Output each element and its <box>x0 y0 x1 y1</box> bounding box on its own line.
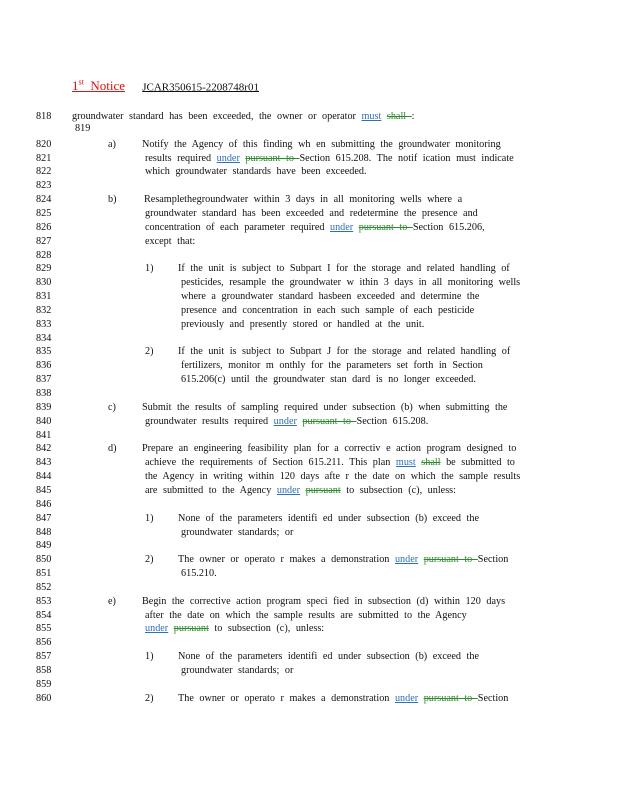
text-run: previously and presently stored or handled at the unit. <box>181 318 425 330</box>
line-number: 823 <box>36 180 52 192</box>
inserted-text: under <box>329 221 354 233</box>
line-text <box>108 596 116 607</box>
line-number: 835 <box>36 346 52 358</box>
line-number: 846 <box>36 498 52 510</box>
notice-label: 1st Notice <box>72 78 125 94</box>
text-run: which groundwater standards have been exceeded. <box>145 166 367 178</box>
line-text <box>178 263 510 274</box>
line-text <box>75 123 90 134</box>
text-run: achieve the requirements of Section 615.211. This plan <box>145 457 396 469</box>
line-text <box>145 513 154 524</box>
text-run: pesticides, resample the groundwater w ithin 3 days in all monitoring wells <box>181 277 521 289</box>
line-text <box>178 693 508 704</box>
line-text <box>181 665 293 676</box>
inserted-text: under <box>394 692 419 704</box>
line-text <box>145 346 154 357</box>
line-text <box>144 194 462 205</box>
line-number: 850 <box>36 554 52 566</box>
line-number: 833 <box>36 318 52 330</box>
line-text <box>181 291 479 302</box>
text-run: If the unit is subject to Subpart I for the storage and related handling of <box>178 263 510 275</box>
line-number: 827 <box>36 235 52 247</box>
line-text <box>145 457 515 468</box>
line-number: 849 <box>36 540 52 552</box>
line-number: 851 <box>36 568 52 580</box>
line-text <box>145 208 478 219</box>
text-run: Section <box>477 554 509 566</box>
text-run: e) <box>108 595 116 607</box>
deleted-text: pursuant <box>173 623 209 635</box>
line-text <box>181 319 424 330</box>
text-run: d) <box>108 443 117 455</box>
text-run: fertilizers, monitor m onthly for the parameters set forth in Section <box>181 360 483 372</box>
text-run: after the date on which the sample results are submitted to the Agency <box>145 609 467 621</box>
line-text <box>145 554 154 565</box>
text-run: None of the parameters identifi ed under subsection (b) exceed the <box>178 651 479 663</box>
text-run: 615.210. <box>181 568 217 580</box>
text-run: Prepare an engineering feasibility plan for a correctiv e action program designed to <box>142 443 517 455</box>
line-number: 847 <box>36 512 52 524</box>
line-text <box>145 471 520 482</box>
text-run: 1) <box>145 651 154 663</box>
line-number: 852 <box>36 581 52 593</box>
text-run: Notify the Agency of this finding wh en submitting the groundwater monitoring <box>142 138 501 150</box>
text-run: 615.206(c) until the groundwater stan dard is no longer exceeded. <box>181 374 476 386</box>
line-number: 856 <box>36 637 52 649</box>
text-run: groundwater standard has been exceeded, the owner or operator <box>72 111 362 122</box>
line-text <box>142 596 505 607</box>
line-number: 829 <box>36 263 52 275</box>
text-run: are submitted to the Agency <box>145 484 277 496</box>
deleted-text: pursuant to <box>245 152 300 164</box>
deleted-text: pursuant to <box>423 692 478 704</box>
deleted-text: pursuant to <box>358 221 413 233</box>
text-run: Begin the corrective action program speci fied in subsection (d) within 120 days <box>142 595 506 607</box>
line-number: 831 <box>36 291 52 303</box>
text-run: Section 615.206, <box>412 221 485 233</box>
line-text <box>145 485 456 496</box>
line-number: 839 <box>36 401 52 413</box>
inserted-text: under <box>216 152 240 164</box>
line-number: 859 <box>36 678 52 690</box>
line-number: 848 <box>36 526 52 538</box>
inserted-text: under <box>394 554 419 566</box>
line-number: 841 <box>36 429 52 441</box>
line-number: 845 <box>36 484 52 496</box>
text-run: If the unit is subject to Subpart J for the storage and related handling of <box>178 346 511 358</box>
text-run: 2) <box>145 692 154 704</box>
line-text <box>108 194 117 205</box>
line-number: 853 <box>36 595 52 607</box>
text-run: concentration of each parameter required <box>145 221 330 233</box>
line-number: 824 <box>36 194 52 206</box>
inserted-text: under <box>145 623 169 635</box>
line-number: 857 <box>36 651 52 663</box>
text-run: The owner or operato r makes a demonstration <box>178 692 395 704</box>
line-text <box>108 139 116 150</box>
line-number: 840 <box>36 415 52 427</box>
text-run: be submitted to <box>440 457 515 469</box>
deleted-text: pursuant to <box>302 415 357 427</box>
inserted-text: under <box>276 484 301 496</box>
text-run: None of the parameters identifi ed under subsection (b) exceed the <box>178 512 479 524</box>
line-text <box>145 153 514 164</box>
line-number: 830 <box>36 277 52 289</box>
line-number: 837 <box>36 374 52 386</box>
line-text <box>181 374 476 385</box>
inserted-text: under <box>273 415 297 427</box>
line-number: 843 <box>36 457 52 469</box>
line-text <box>145 236 195 247</box>
line-text <box>142 402 507 413</box>
line-number: 842 <box>36 443 52 455</box>
line-text <box>181 568 217 579</box>
line-text <box>181 305 474 316</box>
inserted-text: must <box>361 111 382 122</box>
deleted-text: pursuant to <box>423 554 478 566</box>
line-text <box>145 623 324 634</box>
line-text <box>178 346 510 357</box>
line-number: 834 <box>36 332 52 344</box>
line-number: 844 <box>36 471 52 483</box>
text-run: 819 <box>75 122 91 134</box>
text-run: Resamplethegroundwater within 3 days in all monitoring wells where a <box>144 194 463 206</box>
line-number: 820 <box>36 138 52 150</box>
text-run: The owner or operato r makes a demonstration <box>178 554 395 566</box>
line-text <box>145 166 367 177</box>
inserted-text: must <box>395 457 416 469</box>
text-run: except that: <box>145 235 196 247</box>
line-text <box>181 277 520 288</box>
text-run: c) <box>108 401 116 413</box>
line-number: 822 <box>36 166 52 178</box>
line-text <box>145 651 154 662</box>
text-run: to subsection (c), unless: <box>340 484 456 496</box>
line-text <box>72 111 415 122</box>
deleted-text: shall <box>421 457 441 469</box>
text-run: groundwater standards; or <box>181 665 294 676</box>
text-run: 2) <box>145 346 154 358</box>
text-run: 1) <box>145 263 154 275</box>
line-number: 836 <box>36 360 52 372</box>
line-number: 858 <box>36 665 52 676</box>
deleted-text: shall <box>386 111 412 122</box>
text-run: Submit the results of sampling required under subsection (b) when submitting the <box>142 401 508 413</box>
line-text <box>145 263 154 274</box>
line-text <box>178 554 508 565</box>
text-run: where a groundwater standard hasbeen exceeded and determine the <box>181 291 480 303</box>
line-number: 860 <box>36 692 52 704</box>
line-number: 828 <box>36 249 52 261</box>
text-run: groundwater standard has been exceeded and redetermine the presence and <box>145 207 478 219</box>
text-run: the Agency in writing within 120 days afte r the date on which the sample results <box>145 471 521 483</box>
deleted-text: pursuant <box>305 484 341 496</box>
text-run: Section 615.208. <box>356 415 429 427</box>
line-number: 832 <box>36 304 52 316</box>
line-text <box>178 513 479 524</box>
line-number: 826 <box>36 221 52 233</box>
text-run: 2) <box>145 554 154 566</box>
line-number: 854 <box>36 609 52 621</box>
line-text <box>108 402 116 413</box>
text-run: groundwater standards; or <box>181 526 294 538</box>
text-run: results required <box>145 152 217 164</box>
document-id: JCAR350615-2208748r01 <box>142 81 259 94</box>
text-run: a) <box>108 138 116 150</box>
text-run: 1) <box>145 512 154 524</box>
line-number: 838 <box>36 388 52 399</box>
line-number: 855 <box>36 623 52 635</box>
text-run: b) <box>108 194 117 206</box>
line-text <box>145 693 154 704</box>
line-number: 818 <box>36 111 52 122</box>
text-run: : <box>411 111 415 122</box>
text-run: Section 615.208. The notif ication must indicate <box>299 152 514 164</box>
line-text <box>108 443 117 454</box>
text-run: groundwater results required <box>145 415 274 427</box>
line-text <box>145 610 467 621</box>
line-text <box>178 651 479 662</box>
text-run: to subsection (c), unless: <box>208 623 325 635</box>
line-number: 825 <box>36 207 52 219</box>
line-text <box>142 139 501 150</box>
line-text <box>181 527 293 538</box>
line-text <box>142 443 516 454</box>
line-text <box>181 360 483 371</box>
text-run: presence and concentration in each such sample of each pesticide <box>181 304 475 316</box>
line-text <box>145 222 485 233</box>
line-text <box>145 416 428 427</box>
line-number: 821 <box>36 152 52 164</box>
text-run: Section <box>477 692 509 704</box>
